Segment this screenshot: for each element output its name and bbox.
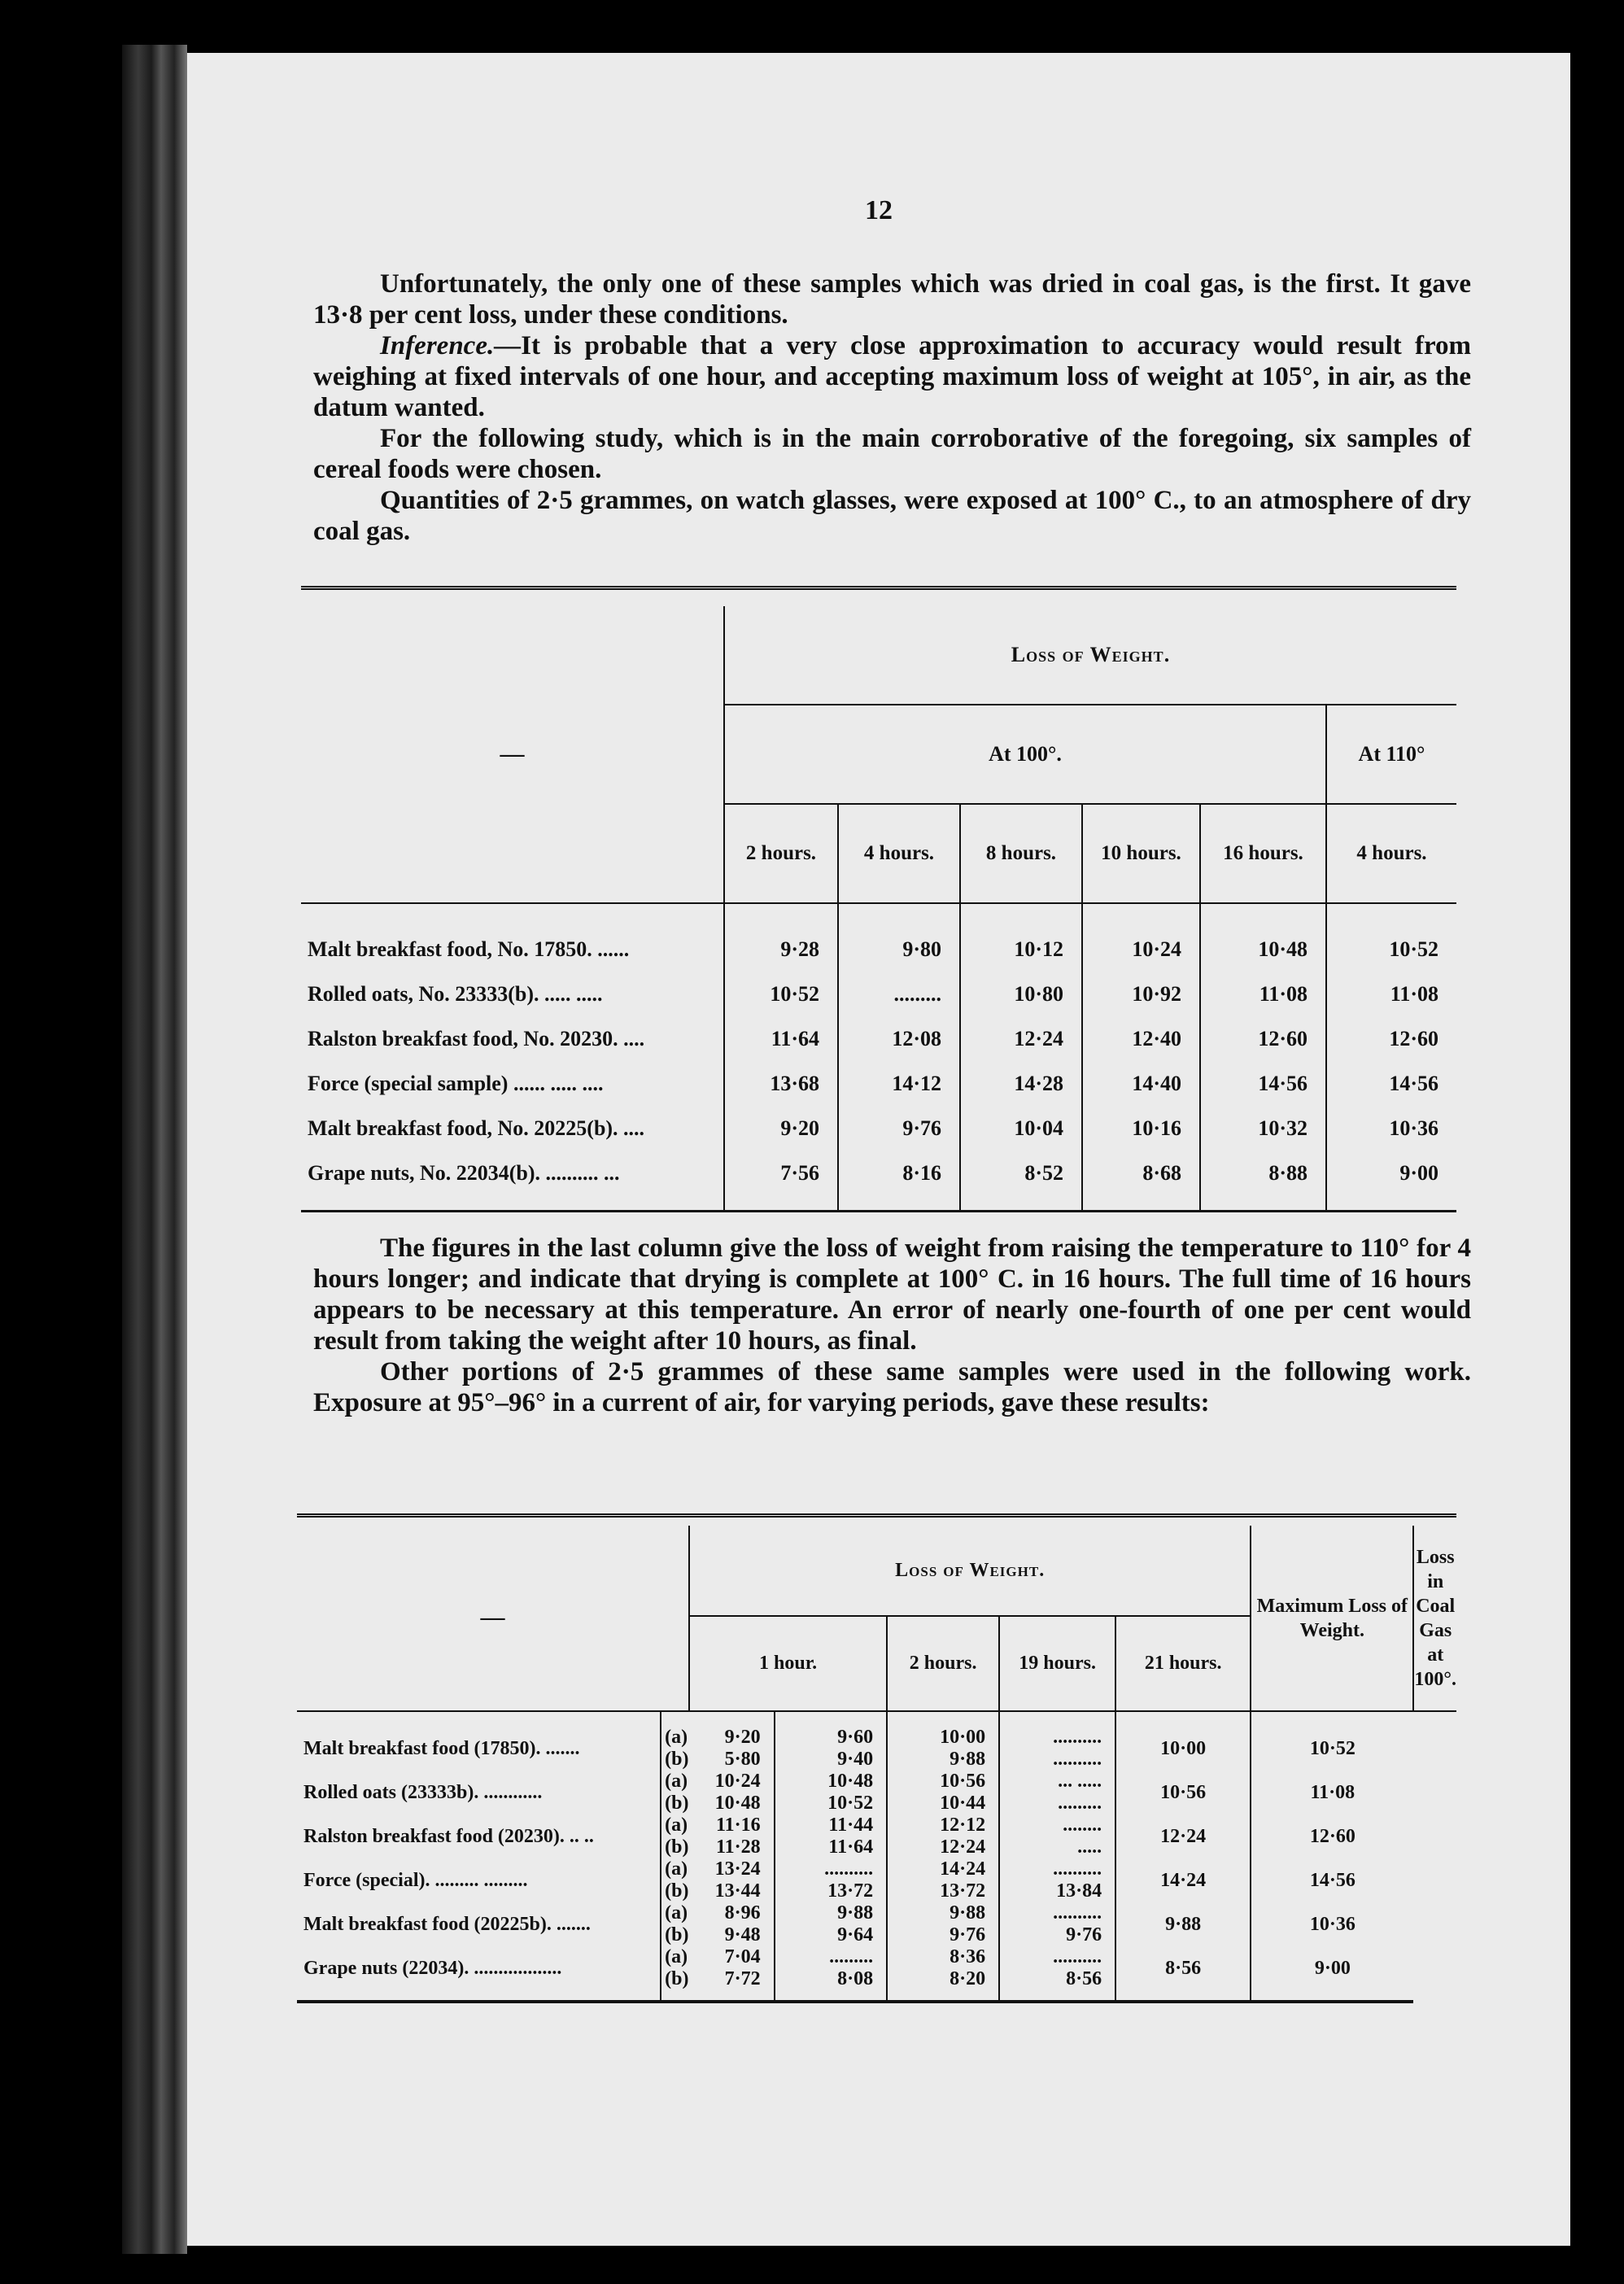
cell-coal-gas: 12·60 (1251, 1815, 1413, 1858)
table1-group-header: Loss of Weight. (724, 606, 1456, 705)
cell: 10·24 (1082, 903, 1200, 972)
row-label: Force (special). ......... ......... (303, 1869, 528, 1891)
inference-text: It is probable that a very close approximation to accuracy would result from weighing at fixed intervals of one hour, and accepting maximum loss of weight at 105°, in air, as the datum wanted. (313, 331, 1471, 422)
row-label: Ralston breakfast food, No. 20230. .... (308, 1026, 645, 1050)
cell: 11·44 11·64 (775, 1815, 887, 1858)
table-row (301, 1151, 1456, 1212)
paragraph-4: Quantities of 2·5 grammes, on watch glasses, were exposed at 100° C., to an atmosphere of dry coal gas. (313, 486, 1471, 546)
cell: 11·08 (1200, 972, 1326, 1016)
table1-col-header: 8 hours. (960, 804, 1082, 903)
cell: 14·24 13·72 (887, 1858, 999, 1902)
table2-coal-header: Loss in Coal Gas at 100°. (1413, 1526, 1456, 1711)
table2-col-header: 19 hours. (999, 1616, 1115, 1711)
cell-maximum: 8·56 (1115, 1946, 1251, 2002)
cell: .......... 8·56 (999, 1946, 1115, 2002)
table2-col-header: 21 hours. (1115, 1616, 1251, 1711)
row-label: Ralston breakfast food (20230). .. .. (303, 1825, 594, 1847)
cell: 10·56 10·44 (887, 1771, 999, 1815)
cell: 8·16 (838, 1151, 960, 1212)
cell: 13·24 13·44 (714, 1858, 761, 1902)
table-row (301, 1106, 1456, 1151)
cell: 10·32 (1200, 1106, 1326, 1151)
cell: .......... 13·84 (999, 1858, 1115, 1902)
row-label: Malt breakfast food, No. 17850. ...... (308, 937, 630, 961)
cell: 12·24 (960, 1016, 1082, 1061)
row-label: Rolled oats, No. 23333(b). ..... ..... (308, 981, 603, 1006)
table-row (301, 903, 1456, 972)
table2-col-header: 2 hours. (887, 1616, 999, 1711)
cell: 12·60 (1200, 1016, 1326, 1061)
cell: 9·88 9·64 (775, 1902, 887, 1946)
cell: 7·04 7·72 (689, 1946, 775, 2002)
book-page (187, 53, 1570, 2246)
cell: 10·04 (960, 1106, 1082, 1151)
table1-top-rule (301, 586, 1456, 590)
table2-group-header: Loss of Weight. (689, 1526, 1251, 1616)
cell: 9·76 (838, 1106, 960, 1151)
cell: 10·80 (960, 972, 1082, 1016)
cell: 9·00 (1326, 1151, 1456, 1212)
cell: 10·52 (724, 972, 838, 1016)
paragraph-3: For the following study, which is in the main corroborative of the foregoing, six samples of cereal foods were chosen. (313, 424, 1471, 484)
cell: 7·56 (724, 1151, 838, 1212)
cell-coal-gas: 14·56 (1251, 1858, 1413, 1902)
cell-maximum: 10·56 (1115, 1771, 1251, 1815)
table2-max-header: Maximum Loss of Weight. (1251, 1526, 1413, 1711)
table-loss-air-current (297, 1526, 1456, 2003)
row-label: Malt breakfast food (20225b). ....... (303, 1913, 591, 1935)
table1-subheader-100: At 100°. (724, 705, 1326, 804)
page-number: 12 (865, 195, 893, 225)
cell: 9·88 9·76 (887, 1902, 999, 1946)
cell-maximum: 10·00 (1115, 1711, 1251, 1771)
table1-col-header: 2 hours. (724, 804, 838, 903)
paragraph-6: Other portions of 2·5 grammes of these same samples were used in the following work. Exposure at 95°–96° in a current of air, for varying periods, gave these results: (313, 1357, 1471, 1417)
discussion-text (313, 1233, 1471, 1418)
cell: .......... 13·72 (775, 1858, 887, 1902)
table-row (297, 1815, 1456, 1858)
table1-corner: — (301, 606, 724, 903)
cell: 10·16 (1082, 1106, 1200, 1151)
cell: 10·24 10·48 (714, 1771, 761, 1814)
cell: 12·08 (838, 1016, 960, 1061)
cell: 8·88 (1200, 1151, 1326, 1212)
cell: 11·08 (1326, 972, 1456, 1016)
cell: 14·56 (1326, 1061, 1456, 1106)
sample-markers: (a) (b) (661, 1902, 689, 1946)
sample-markers: (a) (b) (661, 1815, 689, 1858)
cell-coal-gas: 10·52 (1251, 1711, 1413, 1771)
row-label: Malt breakfast food, No. 20225(b). .... (308, 1116, 645, 1140)
cell-coal-gas: 9·00 (1251, 1946, 1413, 2002)
table1-col-header: 10 hours. (1082, 804, 1200, 903)
cell: ......... 8·08 (775, 1946, 887, 2002)
cell: 9·80 (838, 903, 960, 972)
cell: 11·64 (724, 1016, 838, 1061)
row-label: Malt breakfast food (17850). ....... (303, 1737, 580, 1759)
cell: ........ ..... (999, 1815, 1115, 1858)
cell: 9·20 5·80 (724, 1727, 761, 1770)
cell: 9·60 9·40 (775, 1711, 887, 1771)
sample-markers: (a) (b) (661, 1771, 689, 1815)
row-label: Rolled oats (23333b). ............ (303, 1781, 543, 1803)
cell: .......... 9·76 (999, 1902, 1115, 1946)
intro-text (313, 269, 1471, 547)
cell: 12·40 (1082, 1016, 1200, 1061)
paragraph-5: The figures in the last column give the loss of weight from raising the temperature to 110° for 4 hours longer; and indicate that drying is complete at 100° C. in 16 hours. The full time of 16 hours appears to be necessary at this temperature. An error of nearly one-fourth of one per cent would result from taking the weight after 10 hours, as final. (313, 1234, 1471, 1356)
table-row (301, 972, 1456, 1016)
cell: 11·16 11·28 (715, 1815, 761, 1858)
table-row (301, 1016, 1456, 1061)
cell: 13·68 (724, 1061, 838, 1106)
cell: 8·36 8·20 (887, 1946, 999, 2002)
cell: 14·28 (960, 1061, 1082, 1106)
table1-col-header: 4 hours. (838, 804, 960, 903)
table-row (301, 1061, 1456, 1106)
table1-col-header: 16 hours. (1200, 804, 1326, 903)
cell: 8·68 (1082, 1151, 1200, 1212)
table-row (297, 1902, 1456, 1946)
cell: 8·52 (960, 1151, 1082, 1212)
cell: 12·60 (1326, 1016, 1456, 1061)
cell: 14·56 (1200, 1061, 1326, 1106)
cell: 10·92 (1082, 972, 1200, 1016)
cell: 9·28 (724, 903, 838, 972)
cell: 10·00 9·88 (887, 1711, 999, 1771)
table2-top-rule (297, 1513, 1456, 1518)
cell: 10·52 (1326, 903, 1456, 972)
table1-subheader-110: At 110° (1326, 705, 1456, 804)
cell-coal-gas: 10·36 (1251, 1902, 1413, 1946)
table-row (297, 1771, 1456, 1815)
table-row (297, 1946, 1456, 2002)
cell: 8·96 9·48 (724, 1902, 761, 1946)
cell: .......... .......... (999, 1711, 1115, 1771)
cell-coal-gas: 11·08 (1251, 1771, 1413, 1815)
sample-markers: (a) (b) (661, 1711, 689, 1771)
table-row (297, 1858, 1456, 1902)
cell-maximum: 12·24 (1115, 1815, 1251, 1858)
sample-markers: (a) (b) (661, 1858, 689, 1902)
cell: ... ..... ......... (999, 1771, 1115, 1815)
paragraph-inference (313, 330, 1471, 423)
cell: 10·36 (1326, 1106, 1456, 1151)
table2-corner: — (297, 1526, 689, 1711)
row-label: Force (special sample) ...... ..... .... (308, 1071, 604, 1095)
row-label: Grape nuts (22034). .................. (297, 1946, 661, 2002)
table1-col-header: 4 hours. (1326, 804, 1456, 903)
row-label: Grape nuts, No. 22034(b). .......... ... (301, 1151, 724, 1212)
cell: 10·12 (960, 903, 1082, 972)
cell: 14·12 (838, 1061, 960, 1106)
table2-col-header: 1 hour. (689, 1616, 887, 1711)
table-row (297, 1711, 1456, 1771)
cell: 14·40 (1082, 1061, 1200, 1106)
inference-label: Inference.— (380, 331, 522, 360)
cell: 12·12 12·24 (887, 1815, 999, 1858)
cell: 9·20 (724, 1106, 838, 1151)
paragraph-1: Unfortunately, the only one of these samples which was dried in coal gas, is the first. It gave 13·8 per cent loss, under these conditions. (313, 269, 1471, 330)
cell: 10·48 (1200, 903, 1326, 972)
cell-maximum: 9·88 (1115, 1902, 1251, 1946)
sample-markers: (a) (b) (661, 1946, 689, 2002)
cell: ......... (838, 972, 960, 1016)
cell: 10·48 10·52 (775, 1771, 887, 1815)
book-spine (122, 45, 187, 2254)
cell-maximum: 14·24 (1115, 1858, 1251, 1902)
table-loss-coal-gas (301, 606, 1456, 1212)
